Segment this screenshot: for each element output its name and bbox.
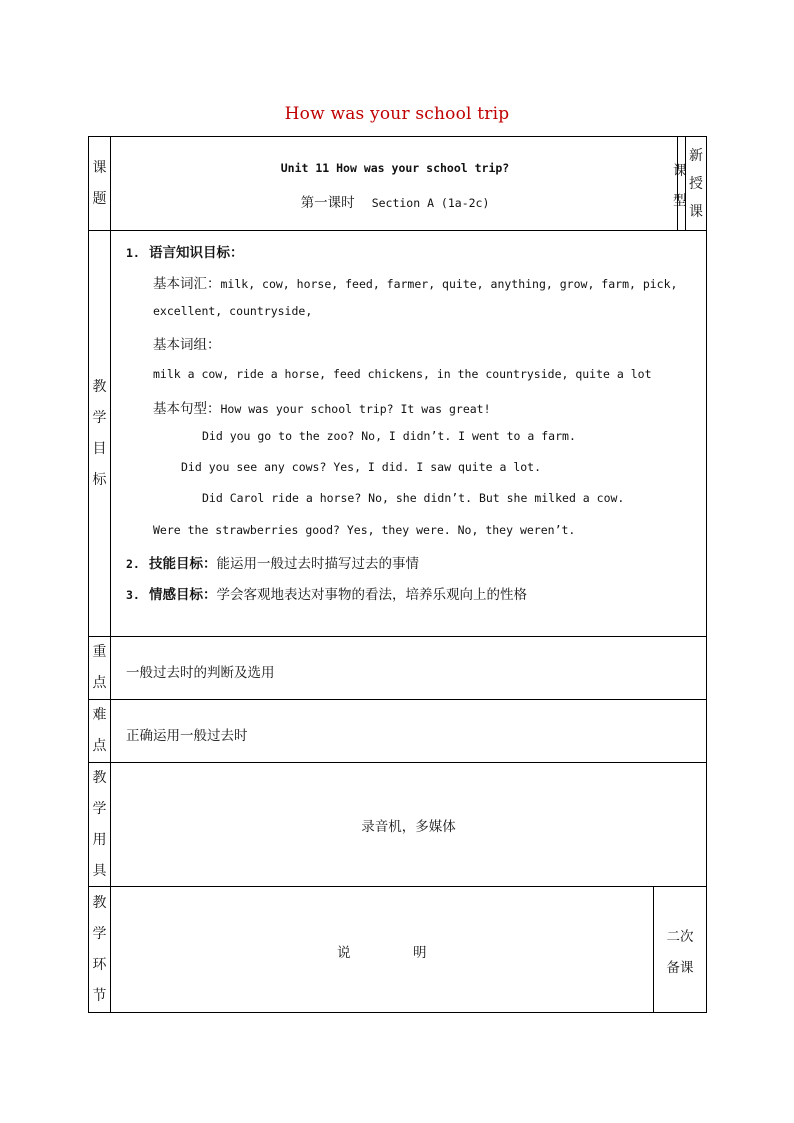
procedure-label-char: 学	[92, 925, 107, 942]
tools-cell	[110, 762, 707, 887]
objectives-label-char: 标	[92, 471, 107, 488]
item-title: 语言知识目标：	[148, 245, 244, 261]
item-number: 1.	[126, 246, 140, 260]
tools-label-char: 教	[92, 769, 107, 786]
vocab-line-2: excellent, countryside,	[153, 304, 313, 318]
type-value	[685, 136, 707, 231]
tools-label-char: 学	[92, 800, 107, 817]
document-title: How was your school trip	[284, 104, 510, 124]
objectives-label-char: 目	[92, 440, 107, 457]
item-text: 能运用一般过去时描写过去的事情	[216, 556, 419, 572]
type-value-char: 课	[689, 203, 703, 220]
difficulty-label-char: 点	[92, 738, 107, 754]
item-text: 学会客观地表达对事物的看法，培养乐观向上的性格	[216, 587, 527, 603]
procedure-label-char: 教	[92, 894, 107, 911]
phrase-label: 基本词组：	[153, 337, 221, 353]
procedure-label-char: 节	[92, 987, 107, 1004]
second-prep-line-2: 备课	[666, 960, 694, 976]
explain-char-1: 说	[337, 945, 351, 961]
sentence-line-1: How was your school trip? It was great!	[220, 402, 491, 416]
tools-text: 录音机，多媒体	[361, 818, 456, 835]
vocab-row	[153, 272, 677, 292]
type-value-char: 新	[689, 147, 703, 164]
explain-char-2: 明	[413, 945, 427, 961]
key-point-text: 一般过去时的判断及选用	[126, 665, 275, 681]
subject-label	[88, 136, 111, 231]
lesson-section: Section A (1a-2c)	[371, 196, 490, 210]
subject-cell	[110, 136, 678, 231]
sentence-line-4: Did Carol ride a horse? No, she didn’t. But she milked a cow.	[202, 491, 625, 505]
item-title: 技能目标：	[148, 556, 217, 572]
key-point-cell	[110, 636, 707, 700]
item-number: 3.	[126, 588, 140, 602]
vocab-label: 基本词汇：	[153, 276, 221, 292]
key-point-label-char: 点	[92, 675, 107, 691]
unit-title: Unit 11 How was your school trip?	[280, 161, 510, 175]
difficulty-label-char: 难	[92, 707, 107, 723]
vocab-line-1: milk, cow, horse, feed, farmer, quite, anything, grow, farm, pick,	[220, 277, 678, 291]
difficulty-cell	[110, 699, 707, 763]
procedure-cell	[110, 886, 654, 1013]
lesson-info	[111, 191, 679, 211]
objective-item-2	[126, 552, 419, 572]
lesson-prefix: 第一课时	[300, 195, 355, 211]
second-prep-cell	[653, 886, 707, 1013]
objectives-cell	[110, 230, 707, 637]
sentence-line-3: Did you see any cows? Yes, I did. I saw quite a lot.	[181, 460, 542, 474]
type-label-char: 课	[673, 163, 687, 179]
sentence-row	[153, 397, 491, 417]
second-prep-line-1: 二次	[666, 929, 694, 945]
procedure-label	[88, 886, 111, 1013]
tools-label	[88, 762, 111, 887]
type-label-char: 型	[673, 193, 687, 209]
objective-item-1	[126, 241, 243, 261]
item-number: 2.	[126, 557, 140, 571]
objectives-label-char: 教	[92, 378, 107, 395]
sentence-label: 基本句型：	[153, 401, 221, 417]
objectives-label-char: 学	[92, 409, 107, 426]
subject-label-char: 题	[92, 190, 107, 207]
sentence-line-5: Were the strawberries good? Yes, they were. No, they weren’t.	[153, 523, 576, 537]
key-point-label-char: 重	[92, 644, 107, 660]
lesson-plan-table	[88, 136, 707, 1013]
phrase-line: milk a cow, ride a horse, feed chickens, in the countryside, quite a lot	[153, 367, 652, 381]
type-value-char: 授	[689, 175, 703, 192]
procedure-label-char: 环	[92, 956, 107, 973]
key-point-label	[88, 636, 111, 700]
tools-label-char: 具	[92, 862, 107, 879]
difficulty-text: 正确运用一般过去时	[126, 728, 248, 744]
tools-label-char: 用	[92, 831, 107, 848]
difficulty-label	[88, 699, 111, 763]
objectives-label	[88, 230, 111, 637]
item-title: 情感目标：	[148, 587, 217, 603]
sentence-line-2: Did you go to the zoo? No, I didn’t. I went to a farm.	[202, 429, 576, 443]
objective-item-3	[126, 583, 527, 603]
subject-label-char: 课	[92, 159, 107, 176]
